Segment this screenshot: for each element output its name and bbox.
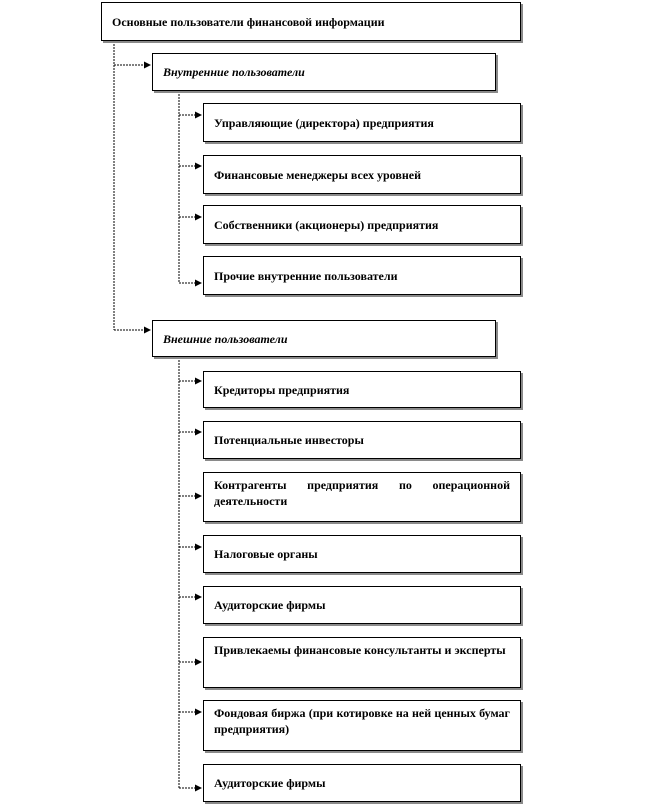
node-external-stock-exchange bbox=[203, 700, 521, 751]
node-external-counterparties bbox=[203, 472, 521, 522]
node-label: Налоговые органы bbox=[214, 547, 318, 561]
node-external-creditors bbox=[203, 371, 521, 408]
node-external-tax-authorities bbox=[203, 535, 521, 573]
node-label: Аудиторские фирмы bbox=[214, 598, 326, 612]
node-internal-managers bbox=[203, 103, 521, 142]
node-label: Потенциальные инвесторы bbox=[214, 433, 364, 447]
node-internal-owners bbox=[203, 205, 521, 244]
root-node-label: Основные пользователи финансовой информации bbox=[112, 14, 385, 29]
node-internal-financial-managers bbox=[203, 155, 521, 194]
node-label: Контрагенты предприятия по операционной деятельности bbox=[214, 478, 510, 508]
root-node bbox=[101, 2, 521, 41]
node-label: Аудиторские фирмы bbox=[214, 776, 326, 790]
node-label: Фондовая биржа (при котировке на ней ценных бумаг предприятия) bbox=[214, 706, 510, 736]
group-external-users bbox=[152, 320, 496, 357]
node-external-audit-firms-2 bbox=[203, 764, 521, 802]
group-label: Внешние пользователи bbox=[163, 331, 288, 346]
node-label: Финансовые менеджеры всех уровней bbox=[214, 167, 422, 182]
node-internal-other bbox=[203, 256, 521, 295]
node-label: Кредиторы предприятия bbox=[214, 382, 350, 397]
group-internal-users bbox=[152, 53, 496, 91]
node-label: Собственники (акционеры) предприятия bbox=[214, 217, 439, 232]
node-label: Прочие внутренние пользователи bbox=[214, 268, 398, 283]
node-external-investors bbox=[203, 421, 521, 459]
node-label: Управляющие (директора) предприятия bbox=[214, 115, 434, 130]
group-label: Внутренние пользователи bbox=[163, 65, 305, 79]
node-label: Привлекаемы финансовые консультанты и эксперты bbox=[214, 643, 506, 657]
node-external-consultants bbox=[203, 637, 521, 688]
node-external-audit-firms bbox=[203, 586, 521, 624]
